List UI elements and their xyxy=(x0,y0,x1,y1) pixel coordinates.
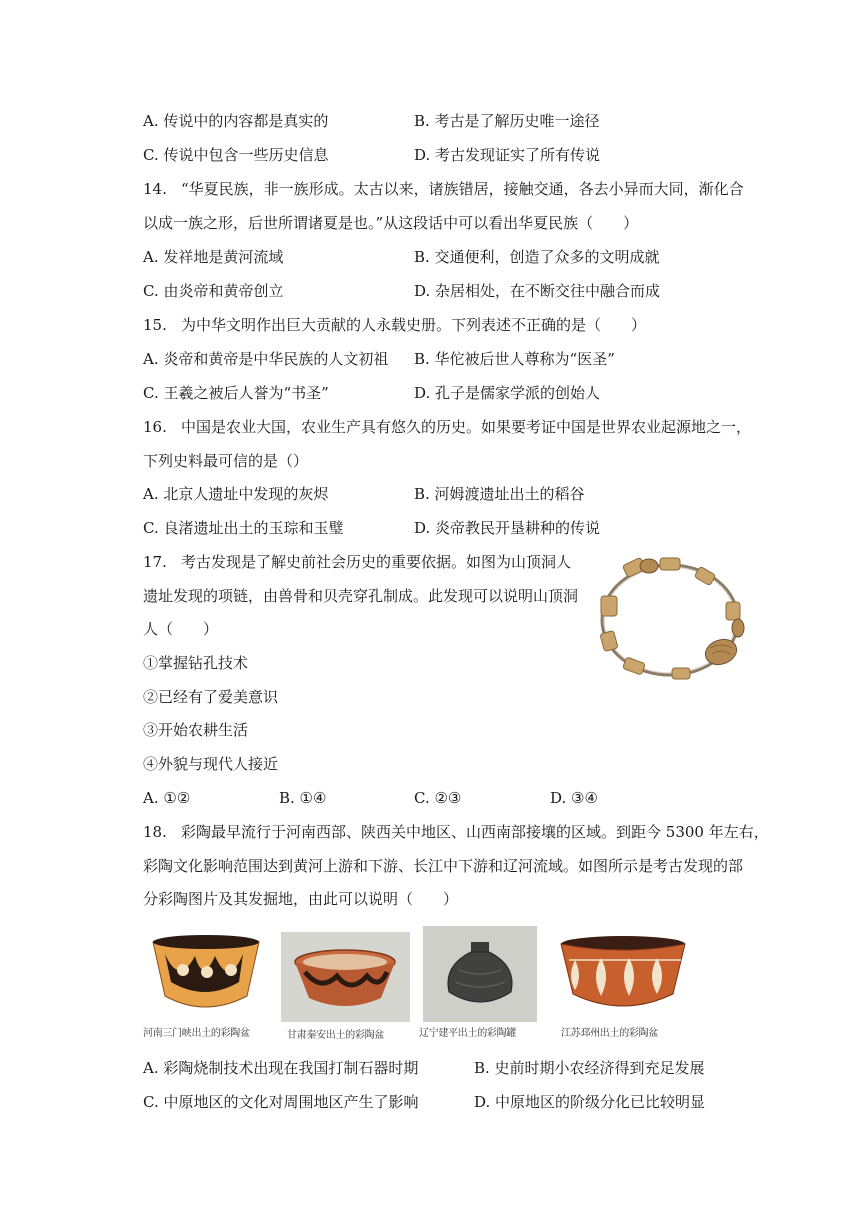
q14-option-c: C. 由炎帝和黄帝创立 xyxy=(143,282,284,300)
caption-sanmenxia: 河南三门峡出土的彩陶盆 xyxy=(143,1028,250,1039)
q18-option-d: D. 中原地区的阶级分化已比较明显 xyxy=(474,1093,706,1111)
q15-stem-line1 xyxy=(143,315,646,335)
q18-stem-text: 彩陶最早流行于河南西部、陕西关中地区、山西南部接壤的区域。到距今 5300 年左右， xyxy=(181,823,769,841)
q16-stem-line2: 下列史料最可信的是（） xyxy=(143,452,309,470)
pottery-basin-qinan xyxy=(281,932,410,1022)
q16-option-a: A. 北京人遗址中发现的灰烬 xyxy=(143,485,329,503)
q17-option-c: C. ②③ xyxy=(414,789,462,807)
q14-option-d: D. 杂居相处，在不断交往中融合而成 xyxy=(414,282,661,300)
q14-number: 14. xyxy=(143,180,167,198)
q13-option-d: D. 考古发现证实了所有传说 xyxy=(414,146,601,164)
q14-option-b: B. 交通便利，创造了众多的文明成就 xyxy=(414,248,660,266)
q16-option-c: C. 良渚遗址出土的玉琮和玉璧 xyxy=(143,519,344,537)
q16-number: 16. xyxy=(143,418,167,436)
q18-stem-line1 xyxy=(143,822,769,842)
q17-statement-1: ①掌握钻孔技术 xyxy=(143,654,249,672)
q15-stem-text: 为中华文明作出巨大贡献的人永载史册。下列表述不正确的是（ ） xyxy=(181,316,647,334)
q17-statement-3: ③开始农耕生活 xyxy=(143,721,249,739)
q16-stem-line1 xyxy=(143,417,751,437)
q14-option-a: A. 发祥地是黄河流域 xyxy=(143,248,284,266)
q14-stem-line1 xyxy=(143,179,744,199)
q15-option-c: C. 王羲之被后人誉为“书圣” xyxy=(143,384,329,402)
q18-option-b: B. 史前时期小农经济得到充足发展 xyxy=(474,1059,705,1077)
caption-qinan: 甘肃秦安出土的彩陶盆 xyxy=(287,1030,384,1041)
q15-option-b: B. 华佗被后世人尊称为“医圣” xyxy=(414,350,615,368)
q15-number: 15. xyxy=(143,316,167,334)
q18-stem-line2: 彩陶文化影响范围达到黄河上游和下游、长江中下游和辽河流域。如图所示是考古发现的部 xyxy=(143,857,744,875)
q17-option-a: A. ①② xyxy=(143,789,191,807)
q15-option-a: A. 炎帝和黄帝是中华民族的人文初祖 xyxy=(143,350,389,368)
q17-option-b: B. ①④ xyxy=(279,789,327,807)
q17-option-d: D. ③④ xyxy=(550,789,598,807)
q17-stem-line3: 人（ ） xyxy=(143,620,219,638)
q17-stem-line2: 遗址发现的项链，由兽骨和贝壳穿孔制成。此发现可以说明山顶洞 xyxy=(143,587,579,605)
q18-option-c: C. 中原地区的文化对周围地区产生了影响 xyxy=(143,1093,419,1111)
q16-stem-text: 中国是农业大国，农业生产具有悠久的历史。如果要考证中国是世界农业起源地之一， xyxy=(181,418,752,436)
q16-option-d: D. 炎帝教民开垦耕种的传说 xyxy=(414,519,601,537)
pottery-jar-jianping xyxy=(423,926,537,1022)
q17-statement-4: ④外貌与现代人接近 xyxy=(143,755,279,773)
q13-option-c: C. 传说中包含一些历史信息 xyxy=(143,146,329,164)
q17-stem-line1 xyxy=(143,552,571,572)
q14-stem-line2: 以成一族之形，后世所谓诸夏是也。”从这段话中可以看出华夏民族（ ） xyxy=(143,214,639,232)
pottery-basin-sanmenxia xyxy=(143,926,268,1022)
q14-stem-text: “华夏民族，非一族形成。太古以来，诸族错居，接触交通，各去小异而大同，渐化合 xyxy=(181,180,744,198)
caption-pizhou: 江苏邳州出土的彩陶盆 xyxy=(561,1028,658,1039)
pottery-basin-pizhou xyxy=(551,930,695,1022)
necklace-image xyxy=(588,548,754,688)
q18-option-a: A. 彩陶烧制技术出现在我国打制石器时期 xyxy=(143,1059,419,1077)
q17-statement-2: ②已经有了爱美意识 xyxy=(143,688,279,706)
q17-stem-text: 考古发现是了解史前社会历史的重要依据。如图为山顶洞人 xyxy=(181,553,572,571)
q13-option-b: B. 考古是了解历史唯一途径 xyxy=(414,112,600,130)
q13-option-a: A. 传说中的内容都是真实的 xyxy=(143,112,329,130)
caption-jianping: 辽宁建平出土的彩陶罐 xyxy=(419,1028,516,1039)
q18-number: 18. xyxy=(143,823,167,841)
q17-number: 17. xyxy=(143,553,167,571)
q16-option-b: B. 河姆渡遗址出土的稻谷 xyxy=(414,485,585,503)
q18-stem-line3: 分彩陶图片及其发掘地，由此可以说明（ ） xyxy=(143,890,459,908)
q15-option-d: D. 孔子是儒家学派的创始人 xyxy=(414,384,601,402)
